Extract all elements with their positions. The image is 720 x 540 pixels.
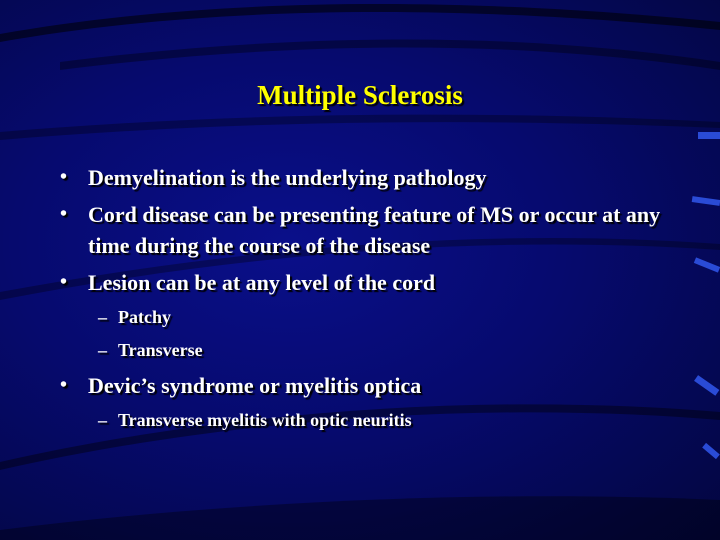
- slide-title: Multiple Sclerosis: [257, 80, 463, 110]
- sub-bullet-text: Transverse myelitis with optic neuritis: [118, 410, 412, 430]
- sub-bullet-item: [60, 304, 700, 330]
- sub-bullet-marker: –: [98, 410, 107, 430]
- bullet-marker: •: [60, 374, 68, 396]
- bullet-text: Devic’s syndrome or myelitis optica: [88, 373, 422, 398]
- sub-bullet-text: Patchy: [118, 307, 171, 327]
- bullet-marker: •: [60, 203, 68, 225]
- sub-bullet-item: [60, 407, 700, 433]
- bullet-marker: •: [60, 271, 68, 293]
- bullet-item: [60, 162, 700, 193]
- sub-bullet-text: Transverse: [118, 340, 203, 360]
- sub-bullet-marker: –: [98, 340, 107, 360]
- bullet-text: Demyelination is the underlying pathology: [88, 165, 487, 190]
- sub-bullet-item: [60, 337, 700, 363]
- bullet-marker: •: [60, 166, 68, 188]
- bullet-item: [60, 199, 700, 261]
- bullet-list: [60, 162, 700, 440]
- bullet-item: [60, 370, 700, 401]
- sub-bullet-marker: –: [98, 307, 107, 327]
- accent-stripe-5: [702, 443, 720, 459]
- bullet-text: Cord disease can be presenting feature of MS or occur at any time during the course of the disease: [88, 202, 661, 258]
- bullet-text: Lesion can be at any level of the cord: [88, 270, 436, 295]
- bullet-item: [60, 267, 700, 298]
- accent-stripe-1: [698, 132, 720, 139]
